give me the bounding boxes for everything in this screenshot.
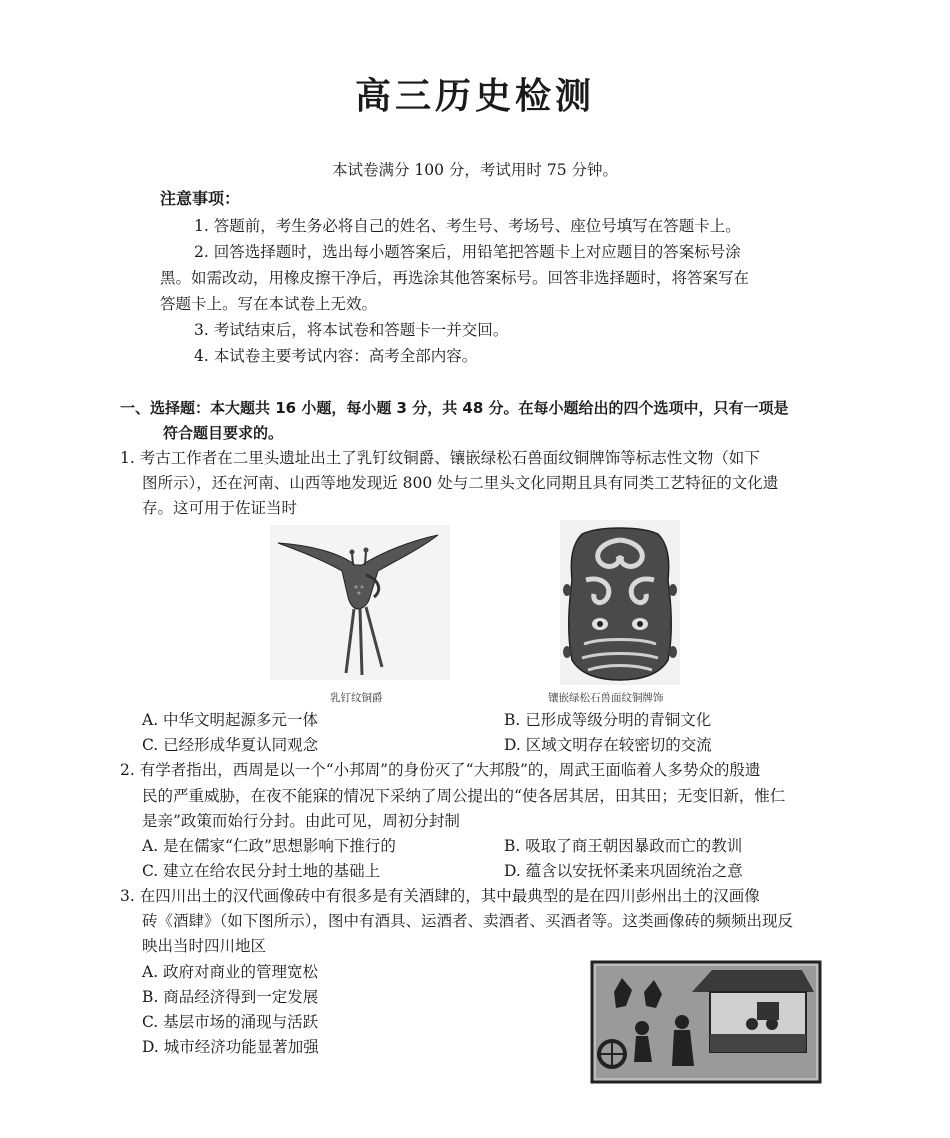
q2-stem-line3: 是亲”政策而始行分封。由此可见，周初分封制 [142,812,460,830]
caption-bronze-jue: 乳钉纹铜爵 [330,692,383,704]
q3-option-b[interactable]: B. 商品经济得到一定发展 [142,988,319,1006]
q2-option-a[interactable]: A. 是在儒家“仁政”思想影响下推行的 [142,837,396,855]
q2-option-c[interactable]: C. 建立在给农民分封土地的基础上 [142,862,381,880]
exam-subtitle: 本试卷满分 100 分，考试用时 75 分钟。 [331,161,619,179]
wine-shop-brick-image [592,962,820,1082]
note-1: 1. 答题前，考生务必将自己的姓名、考生号、考场号、座位号填写在答题卡上。 [194,217,741,235]
note-2: 2. 回答选择题时，选出每小题答案后，用铅笔把答题卡上对应题目的答案标号涂 [194,243,741,261]
q2-stem-line2: 民的严重威胁，在夜不能寐的情况下采纳了周公提出的“使各居其居，田其田；无变旧新，惟仁 [142,787,786,805]
q2-option-d[interactable]: D. 蕴含以安抚怀柔来巩固统治之意 [504,862,743,880]
note-2-cont2: 答题卡上。写在本试卷上无效。 [160,295,378,313]
caption-turquoise-plaque: 镶嵌绿松石兽面纹铜牌饰 [548,692,664,704]
q1-option-d[interactable]: D. 区域文明存在较密切的交流 [504,736,712,754]
q3-stem-line3: 映出当时四川地区 [142,937,267,955]
q1-option-a[interactable]: A. 中华文明起源多元一体 [142,711,319,729]
note-3: 3. 考试结束后，将本试卷和答题卡一并交回。 [194,321,509,339]
bronze-jue-image [270,525,450,680]
exam-title: 高三历史检测 [354,76,595,117]
q2-option-b[interactable]: B. 吸取了商王朝因暴政而亡的教训 [504,837,743,855]
q1-option-c[interactable]: C. 已经形成华夏认同观念 [142,736,319,754]
turquoise-plaque-image [560,520,680,685]
q3-option-a[interactable]: A. 政府对商业的管理宽松 [142,963,319,981]
note-4: 4. 本试卷主要考试内容：高考全部内容。 [194,347,478,365]
q3-stem-line2: 砖《酒肆》（如下图所示），图中有酒具、运酒者、卖酒者、买酒者等。这类画像砖的频频出现反 [142,912,794,930]
notice-heading: 注意事项： [160,189,241,208]
q3-option-d[interactable]: D. 城市经济功能显著加强 [142,1038,319,1056]
section-heading: 一、选择题：本大题共 16 小题，每小题 3 分，共 48 分。在每小题给出的四个选项中，只有一项是 [120,399,789,417]
note-2-cont: 黑。如需改动，用橡皮擦干净后，再选涂其他答案标号。回答非选择题时，将答案写在 [160,269,750,287]
q1-stem-line2: 图所示），还在河南、山西等地发现近 800 处与二里头文化同期且具有同类工艺特征的文化遗 [142,474,779,492]
q1-stem-line3: 存。这可用于佐证当时 [142,499,298,517]
q3-option-c[interactable]: C. 基层市场的涌现与活跃 [142,1013,319,1031]
section-heading-cont: 符合题目要求的。 [163,424,284,442]
q3-stem-line1: 3. 在四川出土的汉代画像砖中有很多是有关酒肆的，其中最典型的是在四川彭州出土的汉画像 [120,887,760,905]
q1-option-b[interactable]: B. 已形成等级分明的青铜文化 [504,711,712,729]
q1-stem-line1: 1. 考古工作者在二里头遗址出土了乳钉纹铜爵、镶嵌绿松石兽面纹铜牌饰等标志性文物（如下 [120,449,760,467]
q2-stem-line1: 2. 有学者指出，西周是以一个“小邦周”的身份灭了“大邦殷”的，周武王面临着人多势众的殷遗 [120,761,761,779]
